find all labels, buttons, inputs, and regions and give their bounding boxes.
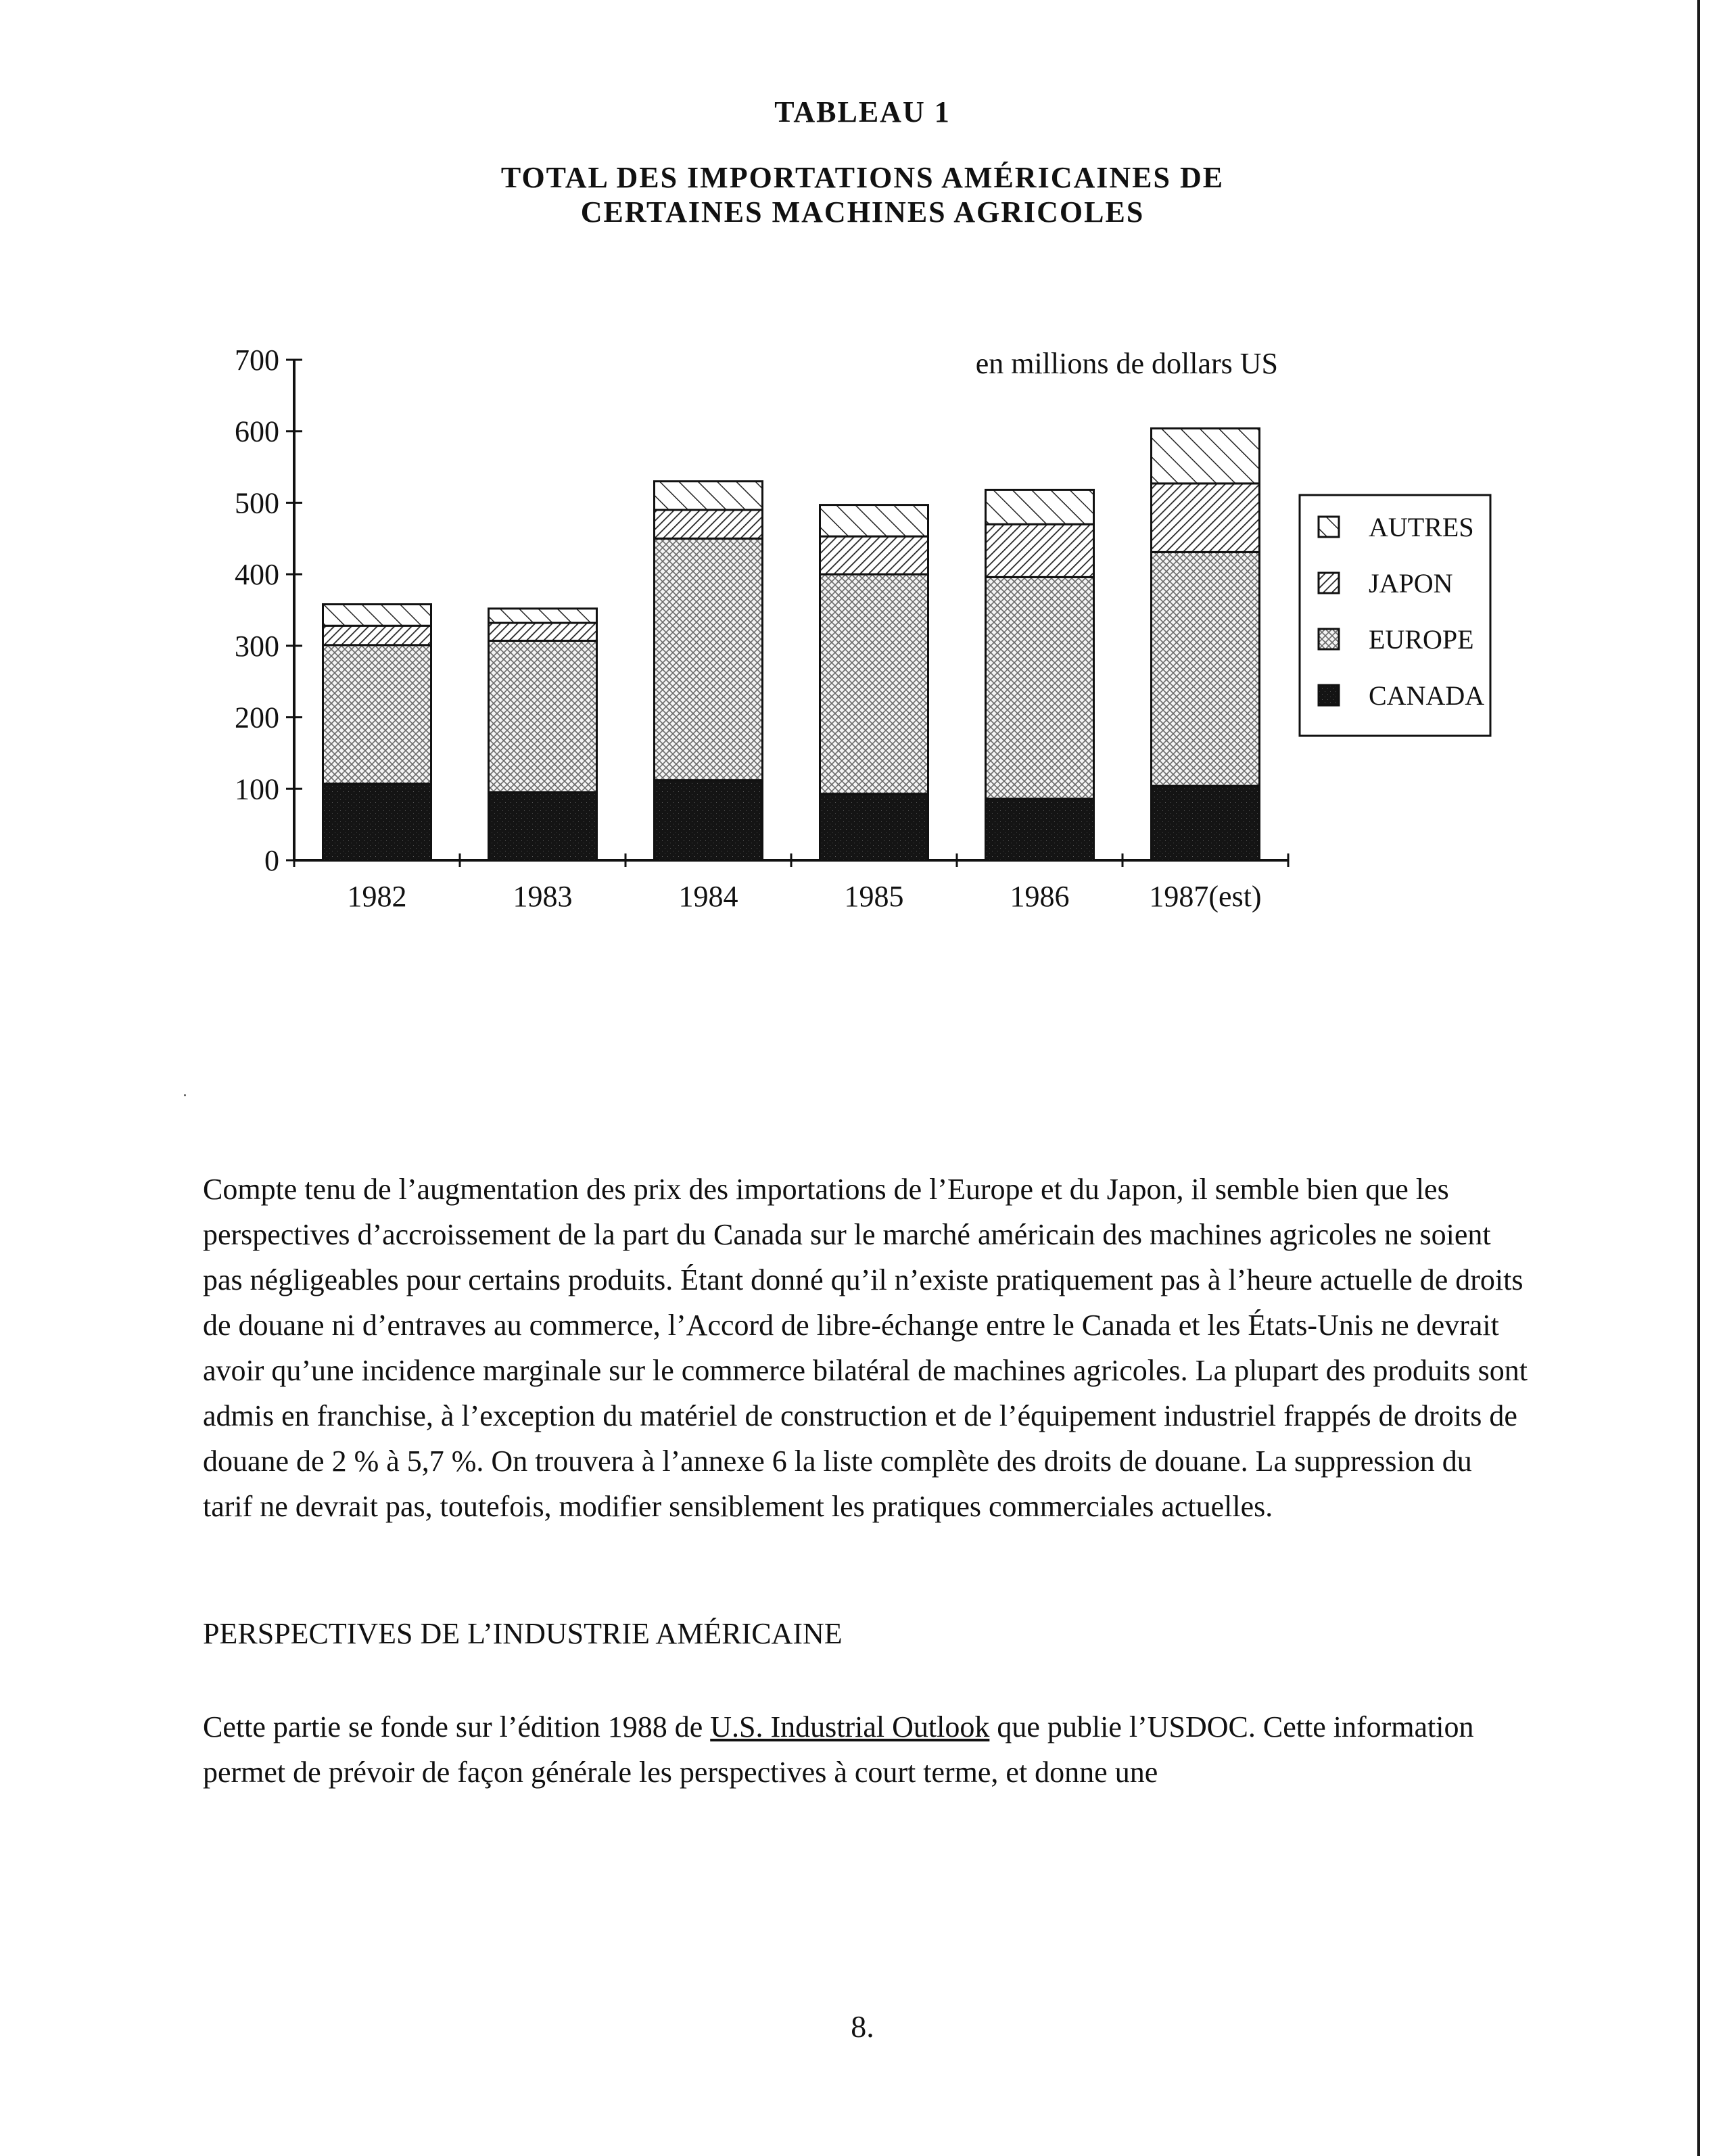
stray-mark: [184, 1094, 186, 1096]
x-tick-label: 1986: [1010, 880, 1070, 913]
bar-segment-autres: [655, 482, 763, 510]
bar-segment-japon: [820, 536, 928, 574]
legend-swatch-europe: [1319, 629, 1339, 649]
bar-segment-autres: [986, 490, 1094, 524]
page-edge-line: [1697, 0, 1700, 2156]
x-tick-label: 1984: [678, 880, 738, 913]
bar-segment-canada: [820, 794, 928, 860]
paragraph-outlook: [203, 1704, 1528, 1795]
section-heading: PERSPECTIVES DE L’INDUSTRIE AMÉRICAINE: [203, 1617, 843, 1650]
bar-segment-autres: [1152, 428, 1260, 483]
bar-segment-europe: [489, 640, 597, 792]
x-axis: [294, 853, 1288, 913]
bar-segment-japon: [323, 626, 431, 645]
bar-segment-canada: [1152, 786, 1260, 860]
paragraph-trade-impact: Compte tenu de l’augmentation des prix des importations de l’Europe et du Japon, il semble bien que les perspectives d’accroissement de la part du Canada sur le marché américain des machines agricoles ne soient pas négligeables pour certains produits. Étant donné qu’il n’existe pratiquement pas à l’heure actuelle de droits de douane ni d’entraves au commerce, l’Accord de libre-échange entre le Canada et les États-Unis ne devrait avoir qu’une incidence marginale sur le commerce bilatéral de machines agricoles. La plupart des produits sont admis en franchise, à l’exception du matériel de construction et de l’équipement industriel frappés de droits de douane de 2 % à 5,7 %. On trouvera à l’annexe 6 la liste complète des droits de douane. La suppression du tarif ne devrait pas, toutefois, modifier sensiblement les pratiques commerciales actuelles.: [203, 1173, 1528, 1523]
x-tick-label: 1983: [513, 880, 573, 913]
bar-segment-canada: [986, 799, 1094, 860]
legend-swatch-japon: [1319, 573, 1339, 593]
legend-label-europe: EUROPE: [1369, 624, 1474, 655]
y-tick-label: 400: [235, 558, 279, 592]
bar-segment-canada: [323, 784, 431, 860]
bar-segment-europe: [323, 645, 431, 784]
paragraph-outlook-text-1: Cette partie se fonde sur l’édition 1988 de: [203, 1710, 711, 1743]
y-tick-label: 600: [235, 415, 279, 448]
legend-label-canada: CANADA: [1369, 680, 1485, 711]
bar-segment-autres: [323, 605, 431, 626]
legend-label-japon: JAPON: [1369, 568, 1453, 599]
bar-segment-europe: [986, 577, 1094, 799]
bar-segment-autres: [489, 609, 597, 623]
table-label: TABLEAU 1: [774, 95, 951, 128]
page-number: 8.: [851, 2009, 874, 2044]
y-tick-label: 500: [235, 486, 279, 520]
y-tick-label: 300: [235, 629, 279, 663]
bar-segment-canada: [655, 780, 763, 860]
y-tick-label: 100: [235, 772, 279, 806]
legend: [1300, 495, 1490, 736]
bar-segment-japon: [489, 623, 597, 640]
stacked-bar-chart: [196, 325, 1508, 933]
bar-segment-europe: [820, 574, 928, 794]
chart-title-line-2: CERTAINES MACHINES AGRICOLES: [580, 195, 1145, 229]
bar-segment-europe: [655, 538, 763, 780]
y-tick-label: 0: [264, 844, 279, 877]
bar-segment-autres: [820, 505, 928, 537]
bar-segment-japon: [655, 510, 763, 538]
bar-segment-europe: [1152, 552, 1260, 786]
x-tick-label: 1987(est): [1149, 880, 1262, 913]
x-tick-label: 1982: [347, 880, 407, 913]
y-tick-label: 200: [235, 701, 279, 734]
bar-segment-japon: [1152, 484, 1260, 552]
y-axis: [235, 344, 302, 877]
paragraph-outlook-text-2: que publie l’USDOC. Cette information permet de prévoir de façon générale les perspectives à court terme, et donne une: [203, 1710, 1474, 1789]
legend-swatch-autres: [1319, 517, 1339, 537]
chart-unit-label: en millions de dollars US: [975, 347, 1278, 380]
y-tick-label: 700: [235, 344, 279, 377]
bar-series-group: [323, 428, 1260, 860]
bar-segment-japon: [986, 524, 1094, 577]
legend-swatch-canada: [1319, 685, 1339, 705]
x-tick-label: 1985: [844, 880, 904, 913]
outlook-publication-title: U.S. Industrial Outlook: [710, 1710, 990, 1743]
chart-title-line-1: TOTAL DES IMPORTATIONS AMÉRICAINES DE: [500, 161, 1225, 194]
legend-label-autres: AUTRES: [1369, 512, 1474, 542]
bar-segment-canada: [489, 793, 597, 860]
